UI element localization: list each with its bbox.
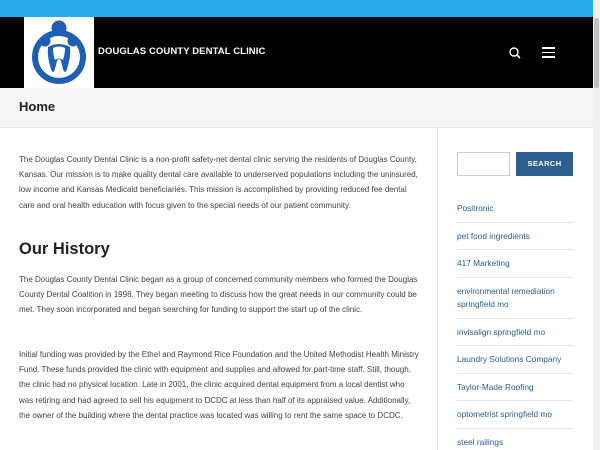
people-tooth-logo-icon	[24, 17, 94, 88]
list-item	[457, 401, 573, 429]
intro-paragraph: The Douglas County Dental Clinic is a non-profit safety-net dental clinic serving the residents of Douglas County, Kansas. Our mission is to make quality dental care available to underserved populations including the uninsured, low income and Kansas Medicaid beneficiaries. This mission is accomplished by providing reduced fee dental care and oral health education with focus given to the special needs of our patient community.	[19, 155, 418, 210]
sidebar-link-417-marketing[interactable]: 417 Marketing	[457, 258, 510, 268]
scrollbar-thumb[interactable]	[594, 18, 599, 88]
list-item	[457, 250, 573, 278]
sidebar-link-pet-food[interactable]: pet food ingredients	[457, 230, 530, 241]
hamburger-menu-icon	[542, 47, 555, 49]
sidebar-search-input[interactable]	[457, 152, 510, 176]
list-item	[457, 319, 573, 347]
site-logo[interactable]	[24, 17, 94, 88]
site-title[interactable]: DOUGLAS COUNTY DENTAL CLINIC	[98, 46, 266, 57]
header-search-button[interactable]	[507, 45, 523, 61]
list-item	[457, 429, 573, 450]
sidebar-search-button[interactable]: SEARCH	[516, 152, 573, 176]
sidebar-link-taylor-made-roofing[interactable]: Taylor-Made Roofing	[457, 381, 534, 392]
list-item	[457, 195, 573, 223]
sidebar-link-invisalign[interactable]: invisalign springfield mo	[457, 326, 546, 337]
search-icon	[507, 45, 523, 61]
list-item	[457, 346, 573, 374]
site-header	[0, 17, 600, 88]
column-divider	[437, 128, 438, 450]
sidebar-link-environmental-remediation[interactable]: environmental remediation springfield mo	[457, 285, 555, 309]
sidebar-link-positronic[interactable]: Positronic	[457, 203, 494, 213]
history-paragraph-1: The Douglas County Dental Clinic began as a group of concerned community members who formed the Douglas County Dental Coalition in 1998. They began meeting to discuss how the great needs in our community could be met. They soon incorporated and began searching for funding to support the start up of the clinic.	[19, 275, 418, 315]
top-accent-bar	[0, 0, 600, 17]
history-heading: Our History	[19, 240, 110, 258]
history-paragraph-2: Initial funding was provided by the Ethel and Raymond Rice Foundation and the United Methodist Health Ministry Fund. These funds provided the clinic with equipment and supplies and allowed for part-time staff. Still, though, the clinic had no physical location. Late in 2001, the clinic acquired dental equipment from a local dentist who was retiring and had agreed to sell his equipment to DCDC at less than half of its appraised value. Additionally, the owner of the building where the dental practice was located was willing to rent the same space to DCDC.	[19, 350, 419, 420]
sidebar-link-steel-railings[interactable]: steel railings	[457, 436, 504, 447]
hamburger-menu-button[interactable]	[541, 47, 557, 60]
sidebar-link-laundry-solutions[interactable]: Laundry Solutions Company	[457, 354, 562, 364]
list-item	[457, 223, 573, 251]
page-title: Home	[19, 99, 56, 114]
page-title-bar	[0, 88, 600, 128]
list-item	[457, 278, 573, 319]
sidebar-link-optometrist[interactable]: optometrist springfield mo	[457, 409, 552, 419]
sidebar-link-list	[457, 195, 573, 450]
list-item	[457, 374, 573, 402]
